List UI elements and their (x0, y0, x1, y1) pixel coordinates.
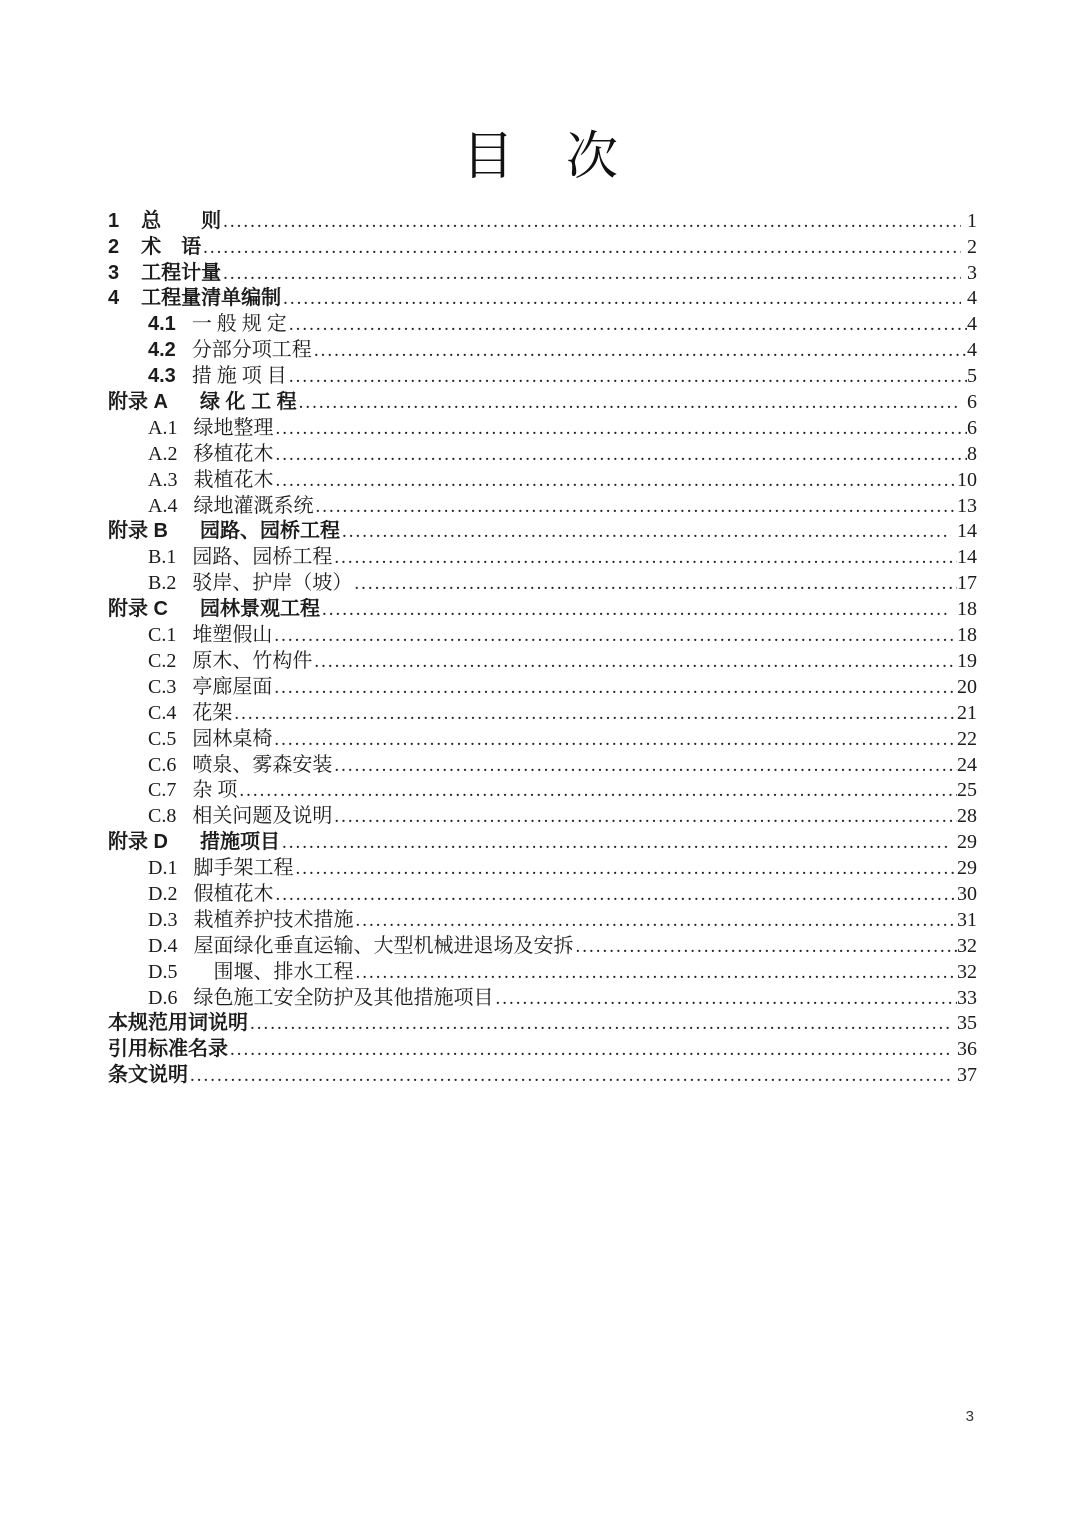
toc-entry-number: 1 (108, 209, 120, 232)
toc-entry-label: 原木、竹构件 (192, 649, 313, 672)
toc-leader-dots (332, 547, 957, 569)
toc-entry-page: 20 (957, 675, 977, 698)
toc-entry-label: 绿 化 工 程 (200, 391, 297, 414)
toc-entry (108, 929, 977, 955)
toc-entry-page: 25 (957, 779, 977, 802)
toc-entry (108, 411, 977, 437)
toc-entry-number: A.2 (148, 442, 178, 465)
toc-entry-page: 17 (957, 572, 977, 595)
toc-entry (108, 204, 977, 230)
toc-entry-number: A.1 (148, 416, 178, 439)
toc-entry-label: 绿地灌溉系统 (193, 494, 314, 517)
toc-entry (108, 670, 977, 696)
toc-leader-dots (312, 340, 967, 362)
toc-entry-number: D.1 (148, 857, 178, 880)
toc-entry-label: 屋面绿化垂直运输、大型机械进退场及安拆 (193, 934, 574, 957)
toc-entry-label: 杂 项 (192, 779, 238, 802)
toc-entry-number: 4.3 (148, 365, 176, 388)
toc-entry (108, 333, 977, 362)
toc-entry-page: 6 (967, 391, 977, 414)
toc-entry-page: 5 (967, 365, 977, 388)
toc-entry-label: 绿色施工安全防护及其他措施项目 (193, 986, 494, 1009)
toc-entry-number: C.7 (148, 779, 177, 802)
toc-entry-page: 18 (957, 598, 977, 621)
toc-entry-page: 14 (957, 546, 977, 569)
toc-leader-dots (287, 366, 967, 388)
toc-entry (108, 825, 977, 854)
toc-entry-label: 假植花木 (193, 882, 274, 905)
toc-leader-dots (340, 521, 951, 543)
toc-leader-dots (248, 1013, 951, 1035)
toc-entry-page: 4 (967, 287, 977, 310)
toc-entry-number: 4 (108, 287, 120, 310)
toc-entry-page: 10 (957, 468, 977, 491)
toc-entry-page: 22 (957, 727, 977, 750)
toc-entry (108, 307, 977, 336)
toc-entry-page: 4 (967, 339, 977, 362)
toc-entry-page: 36 (957, 1038, 977, 1061)
toc-entry (108, 463, 977, 489)
toc-entry-label: 措施项目 (200, 831, 280, 854)
toc-entry-page: 35 (957, 1012, 977, 1035)
toc-entry-label: 亭廊屋面 (192, 675, 273, 698)
toc-entry-number: C.6 (148, 753, 177, 776)
toc-leader-dots (232, 703, 957, 725)
toc-entry-label: 栽植花木 (193, 468, 274, 491)
toc-entry-number: C.8 (148, 805, 177, 828)
toc-entry-label: 园林桌椅 (192, 727, 273, 750)
toc-leader-dots (332, 755, 957, 777)
toc-entry-label: 围堰、排水工程 (193, 960, 354, 983)
toc-entry-page: 14 (957, 520, 977, 543)
toc-entry-label: 总 则 (141, 209, 222, 232)
toc-entry-number: 附录 D (108, 831, 168, 854)
toc-leader-dots (293, 858, 957, 880)
toc-entry-page: 2 (967, 235, 977, 258)
toc-entry-page: 31 (957, 908, 977, 931)
toc-leader-dots (188, 1065, 951, 1087)
toc-entry-label: 本规范用词说明 (108, 1012, 248, 1035)
toc-leader-dots (221, 263, 961, 285)
toc-entry (108, 877, 977, 903)
toc-entry-page: 1 (967, 209, 977, 232)
toc-entry-number: 4.2 (148, 339, 176, 362)
toc-entry-label: 脚手架工程 (193, 857, 294, 880)
toc-entry-number: B.1 (148, 546, 177, 569)
toc-leader-dots (281, 288, 961, 310)
toc-entry-page: 29 (957, 831, 977, 854)
toc-entry-number: A.3 (148, 468, 178, 491)
toc-entry-page: 32 (957, 934, 977, 957)
toc-leader-dots (312, 651, 957, 673)
toc-entry-number: D.2 (148, 882, 178, 905)
toc-entry-label: 驳岸、护岸（坡） (192, 572, 353, 595)
page-title: 目 次 (461, 129, 618, 186)
toc-entry-number: C.3 (148, 675, 177, 698)
toc-leader-dots (237, 780, 957, 802)
toc-leader-dots (273, 884, 957, 906)
toc-leader-dots (273, 444, 967, 466)
toc-entry-label: 绿地整理 (193, 416, 274, 439)
toc-entry (108, 1006, 977, 1035)
toc-entry-label: 花架 (192, 701, 233, 724)
toc-leader-dots (332, 806, 957, 828)
toc-entry (108, 955, 977, 981)
toc-entry-number: C.1 (148, 624, 177, 647)
toc-entry-number: A.4 (148, 494, 178, 517)
toc-entry-label: 工程计量 (141, 261, 222, 284)
toc-entry-label: 堆塑假山 (192, 624, 273, 647)
toc-entry-label: 园路、园桥工程 (200, 520, 340, 543)
toc-entry-page: 33 (957, 986, 977, 1009)
toc-entry-number: 附录 A (108, 391, 168, 414)
toc-entry (108, 540, 977, 569)
toc-entry-number: 附录 B (108, 520, 168, 543)
toc-entry-number: 3 (108, 261, 120, 284)
toc-entry-page: 19 (957, 649, 977, 672)
toc-entry-page: 29 (957, 857, 977, 880)
toc-leader-dots (493, 988, 957, 1010)
toc-leader-dots (280, 832, 951, 854)
toc-leader-dots (272, 625, 957, 647)
toc-entry-label: 分部分项工程 (191, 339, 312, 362)
toc-entry-label: 园林景观工程 (200, 598, 320, 621)
toc-entry-label: 园路、园桥工程 (192, 546, 333, 569)
toc-entry-number: C.4 (148, 701, 177, 724)
toc-leader-dots (228, 1039, 951, 1061)
toc-leader-dots (272, 677, 957, 699)
toc-entry-page: 4 (967, 313, 977, 336)
toc-entry-page: 30 (957, 882, 977, 905)
toc-entry-page: 32 (957, 960, 977, 983)
toc-entry (108, 437, 977, 463)
toc-entry (108, 851, 977, 880)
toc-entry (108, 696, 977, 722)
toc-entry (108, 385, 977, 414)
toc-entry-number: D.6 (148, 986, 178, 1009)
toc-leader-dots (272, 729, 957, 751)
toc-list (108, 204, 977, 1087)
toc-leader-dots (320, 599, 951, 621)
toc-entry (108, 514, 977, 543)
toc-entry-page: 18 (957, 624, 977, 647)
toc-entry-number: D.3 (148, 908, 178, 931)
toc-entry (108, 618, 977, 647)
toc-leader-dots (201, 237, 961, 259)
toc-entry-page: 37 (957, 1064, 977, 1087)
toc-entry-page: 3 (967, 261, 977, 284)
toc-entry-label: 引用标准名录 (108, 1038, 228, 1061)
toc-leader-dots (297, 392, 961, 414)
toc-entry (108, 773, 977, 802)
toc-entry-label: 工程量清单编制 (141, 287, 282, 310)
toc-entry (108, 981, 977, 1007)
toc-entry (108, 644, 977, 670)
toc-entry (108, 566, 977, 595)
toc-entry-number: D.4 (148, 934, 178, 957)
toc-entry-label: 喷泉、雾森安装 (192, 753, 333, 776)
toc-entry-number: D.5 (148, 960, 178, 983)
footer-page-number: 3 (965, 1408, 974, 1425)
toc-entry (108, 903, 977, 929)
toc-entry-page: 6 (967, 416, 977, 439)
toc-leader-dots (287, 314, 967, 336)
toc-entry-label: 相关问题及说明 (192, 805, 333, 828)
toc-entry-label: 移植花木 (193, 442, 274, 465)
toc-entry-page: 13 (957, 494, 977, 517)
toc-leader-dots (573, 936, 957, 958)
toc-entry (108, 748, 977, 774)
toc-leader-dots (221, 211, 961, 233)
toc-leader-dots (273, 418, 967, 440)
toc-entry (108, 1058, 977, 1087)
toc-entry (108, 230, 977, 256)
toc-entry-label: 条文说明 (108, 1064, 188, 1087)
toc-entry-label: 一 般 规 定 (191, 313, 287, 336)
toc-entry (108, 592, 977, 621)
toc-entry-page: 28 (957, 805, 977, 828)
toc-entry-number: B.2 (148, 572, 177, 595)
toc-leader-dots (273, 470, 957, 492)
toc-entry (108, 359, 977, 388)
toc-entry-label: 措 施 项 目 (191, 365, 287, 388)
toc-entry-number: 4.1 (148, 313, 176, 336)
toc-entry (108, 256, 977, 282)
toc-entry-label: 栽植养护技术措施 (193, 908, 354, 931)
toc-entry-page: 8 (967, 442, 977, 465)
toc-entry-number: 附录 C (108, 598, 168, 621)
toc-entry (108, 722, 977, 748)
toc-leader-dots (352, 573, 957, 595)
toc-leader-dots (313, 496, 957, 518)
toc-entry (108, 281, 977, 310)
toc-entry-number: 2 (108, 235, 120, 258)
toc-entry (108, 489, 977, 515)
toc-entry-page: 21 (957, 701, 977, 724)
toc-entry-page: 24 (957, 753, 977, 776)
toc-entry-number: C.2 (148, 649, 177, 672)
toc-entry (108, 1032, 977, 1061)
toc-entry (108, 799, 977, 828)
toc-entry-label: 术 语 (141, 235, 202, 258)
toc-entry-number: C.5 (148, 727, 177, 750)
